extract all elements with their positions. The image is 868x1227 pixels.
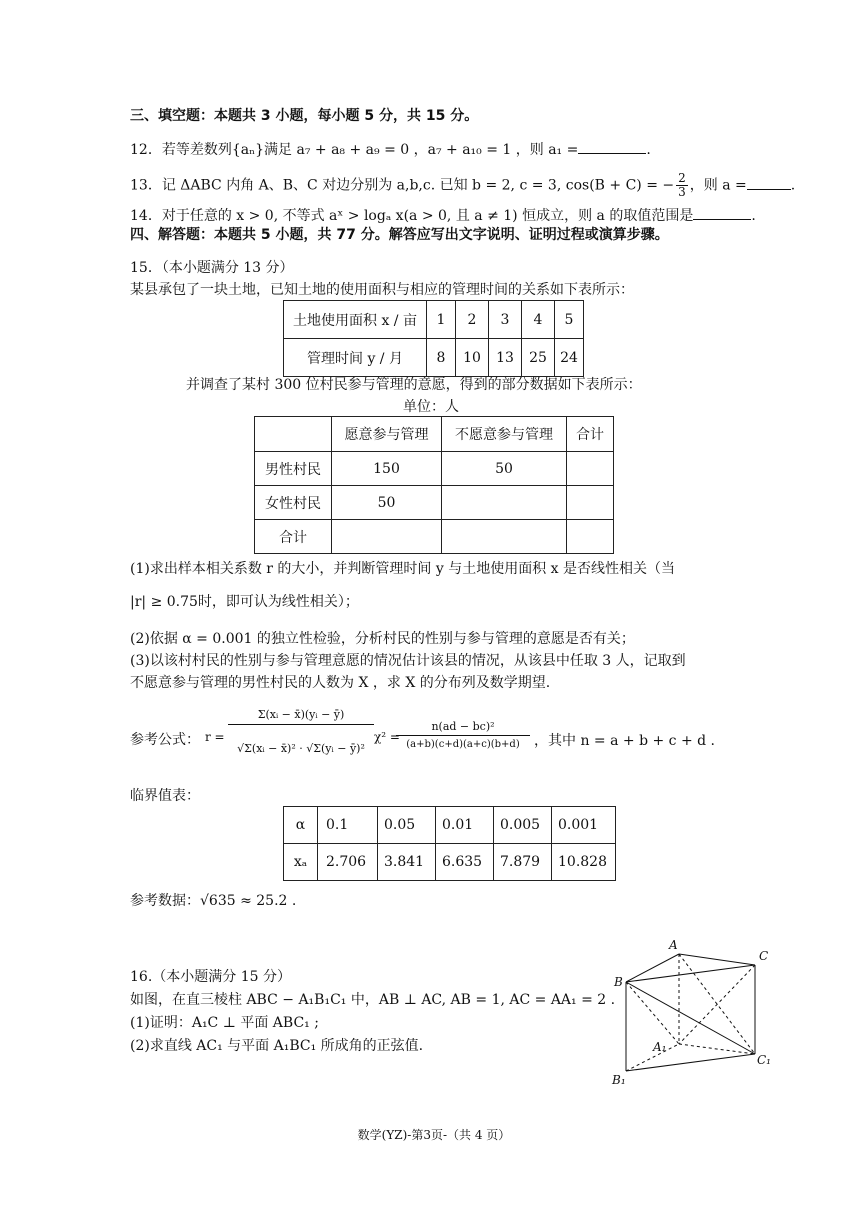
reference-data: 参考数据：√635 ≈ 25.2 . <box>130 893 297 909</box>
q15-part1-a: (1)求出样本相关系数 r 的大小，并判断管理时间 y 与土地使用面积 x 是否线性相关（当 <box>130 561 676 577</box>
q13-text: 13．记 ΔABC 内角 A、B、C 对边分别为 a,b,c. 已知 b = 2, c = 3, cos(B + C) = − <box>130 177 675 194</box>
table2-cell <box>442 520 567 554</box>
q15-part1-b: |r| ≥ 0.75时，即可认为线性相关）； <box>130 594 359 610</box>
page-footer: 数学(YZ)-第3页-（共 4 页） <box>357 1128 511 1142</box>
table2-header: 不愿意参与管理 <box>442 417 567 452</box>
formula-r-lhs: r = <box>205 730 225 744</box>
section3-heading: 三、填空题：本题共 3 小题，每小题 5 分，共 15 分。 <box>130 108 479 124</box>
critical-label: 临界值表： <box>130 788 200 804</box>
table3-header: xₐ <box>284 844 318 881</box>
q13-fraction <box>676 172 688 199</box>
table1-cell: 4 <box>522 301 555 339</box>
critical-value-table <box>283 806 616 881</box>
q14-text: 14．对于任意的 x > 0, 不等式 aˣ > logₐ x(a > 0, 且 a ≠ 1) 恒成立，则 a 的取值范围是 <box>130 208 694 224</box>
edge-BA <box>626 954 679 982</box>
formula-chi-denominator: (a+b)(c+d)(a+c)(b+d) <box>406 739 520 750</box>
q15-intro: 某县承包了一块土地，已知土地的使用面积与相应的管理时间的关系如下表所示： <box>130 282 634 298</box>
table3-cell: 3.841 <box>378 844 436 881</box>
formula-chi-lhs: χ² = <box>374 730 400 744</box>
q15-survey: 并调查了某村 300 位村民参与管理的意愿，得到的部分数据如下表所示： <box>186 377 642 393</box>
question-12 <box>130 139 651 160</box>
q14-answer-blank[interactable] <box>693 205 751 220</box>
q13-end: . <box>790 177 796 194</box>
table3-cell: 6.635 <box>436 844 494 881</box>
table2-cell <box>567 486 614 520</box>
table3-cell: 0.001 <box>552 807 616 844</box>
table2-row-label: 男性村民 <box>255 452 332 486</box>
table2-corner <box>255 417 332 452</box>
q13-text-2: ，则 a = <box>689 177 747 194</box>
table2-cell <box>332 520 442 554</box>
q12-answer-blank[interactable] <box>578 139 646 154</box>
table2-row-label: 合计 <box>255 520 332 554</box>
table3-cell: 2.706 <box>318 844 378 881</box>
q15-unit: 单位：人 <box>403 399 459 415</box>
q12-text: 12．若等差数列{aₙ}满足 a₇ + a₈ + a₉ = 0 ，a₇ + a₁₀ = 1 ，则 a₁ = <box>130 142 579 158</box>
table2-header: 合计 <box>567 417 614 452</box>
label-A1: A₁ <box>653 1040 667 1054</box>
q13-answer-blank[interactable] <box>747 175 791 190</box>
q16-part2: (2)求直线 AC₁ 与平面 A₁BC₁ 所成角的正弦值. <box>130 1038 424 1054</box>
table3-cell: 0.01 <box>436 807 494 844</box>
label-B1: B₁ <box>612 1073 626 1087</box>
label-B: B <box>614 975 623 989</box>
table1-cell: 8 <box>427 339 456 377</box>
table1-cell: 25 <box>522 339 555 377</box>
table3-cell: 7.879 <box>494 844 552 881</box>
table1-cell: 3 <box>489 301 522 339</box>
table2-cell: 50 <box>442 452 567 486</box>
line-CA1 <box>679 965 755 1044</box>
q15-part2: (2)依据 α = 0.001 的独立性检验，分析村民的性别与参与管理的意愿是否有关； <box>130 631 635 647</box>
formula-tail: ，其中 n = a + b + c + d . <box>534 733 716 749</box>
table2-cell: 50 <box>332 486 442 520</box>
question-14 <box>130 205 756 226</box>
q12-end: . <box>646 142 651 158</box>
line-BA1 <box>626 982 679 1044</box>
line-BC1 <box>626 982 755 1054</box>
table3-cell: 10.828 <box>552 844 616 881</box>
table3-cell: 0.05 <box>378 807 436 844</box>
edge-AC <box>679 954 755 965</box>
q15-part3-a: (3)以该村村民的性别与参与管理意愿的情况估计该县的情况，从该县中任取 3 人，记取到 <box>130 653 686 669</box>
land-time-table <box>283 300 584 377</box>
label-A: A <box>669 938 678 952</box>
table3-header: α <box>284 807 318 844</box>
question-13 <box>130 172 795 199</box>
table1-cell: 5 <box>555 301 584 339</box>
q16-part1: (1)证明：A₁C ⊥ 平面 ABC₁ ; <box>130 1015 319 1031</box>
section4-heading: 四、解答题：本题共 5 小题，共 77 分。解答应写出文字说明、证明过程或演算步骤。 <box>130 227 669 243</box>
table2-header: 愿意参与管理 <box>332 417 442 452</box>
table1-cell: 13 <box>489 339 522 377</box>
label-C: C <box>759 949 769 963</box>
formula-chi-numerator: n(ad − bc)² <box>396 720 530 736</box>
table2-row-label: 女性村民 <box>255 486 332 520</box>
table3-cell: 0.005 <box>494 807 552 844</box>
formula-r-numerator: Σ(xᵢ − x̄)(yᵢ − ȳ) <box>228 708 374 725</box>
edge-A1C1 <box>679 1044 755 1054</box>
table3-cell: 0.1 <box>318 807 378 844</box>
formula-label: 参考公式： <box>130 732 200 748</box>
table2-cell <box>567 452 614 486</box>
table1-cell: 1 <box>427 301 456 339</box>
table1-cell: 10 <box>456 339 489 377</box>
edge-B1C1 <box>626 1054 755 1071</box>
label-C1: C₁ <box>757 1053 771 1067</box>
q14-end: . <box>751 208 756 224</box>
formula-r-denominator: √Σ(xᵢ − x̄)² · √Σ(yᵢ − ȳ)² <box>237 742 365 755</box>
q13-frac-den: 3 <box>678 185 686 199</box>
q15-title: 15．（本小题满分 13 分） <box>130 260 294 276</box>
prism-figure <box>600 932 790 1092</box>
table1-header-y: 管理时间 y / 月 <box>284 339 427 377</box>
table1-cell: 2 <box>456 301 489 339</box>
table2-cell <box>442 486 567 520</box>
table2-cell: 150 <box>332 452 442 486</box>
q16-intro: 如图，在直三棱柱 ABC − A₁B₁C₁ 中，AB ⊥ AC, AB = 1, AC = AA₁ = 2 . <box>130 992 616 1008</box>
table1-cell: 24 <box>555 339 584 377</box>
table1-header-x: 土地使用面积 x / 亩 <box>284 301 427 339</box>
q15-part3-b: 不愿意参与管理的男性村民的人数为 X ，求 X 的分布列及数学期望. <box>130 675 551 691</box>
survey-table <box>254 416 614 554</box>
q13-frac-num: 2 <box>678 171 686 185</box>
edge-BC <box>626 965 755 982</box>
q16-title: 16.（本小题满分 15 分） <box>130 969 291 985</box>
table2-cell <box>567 520 614 554</box>
